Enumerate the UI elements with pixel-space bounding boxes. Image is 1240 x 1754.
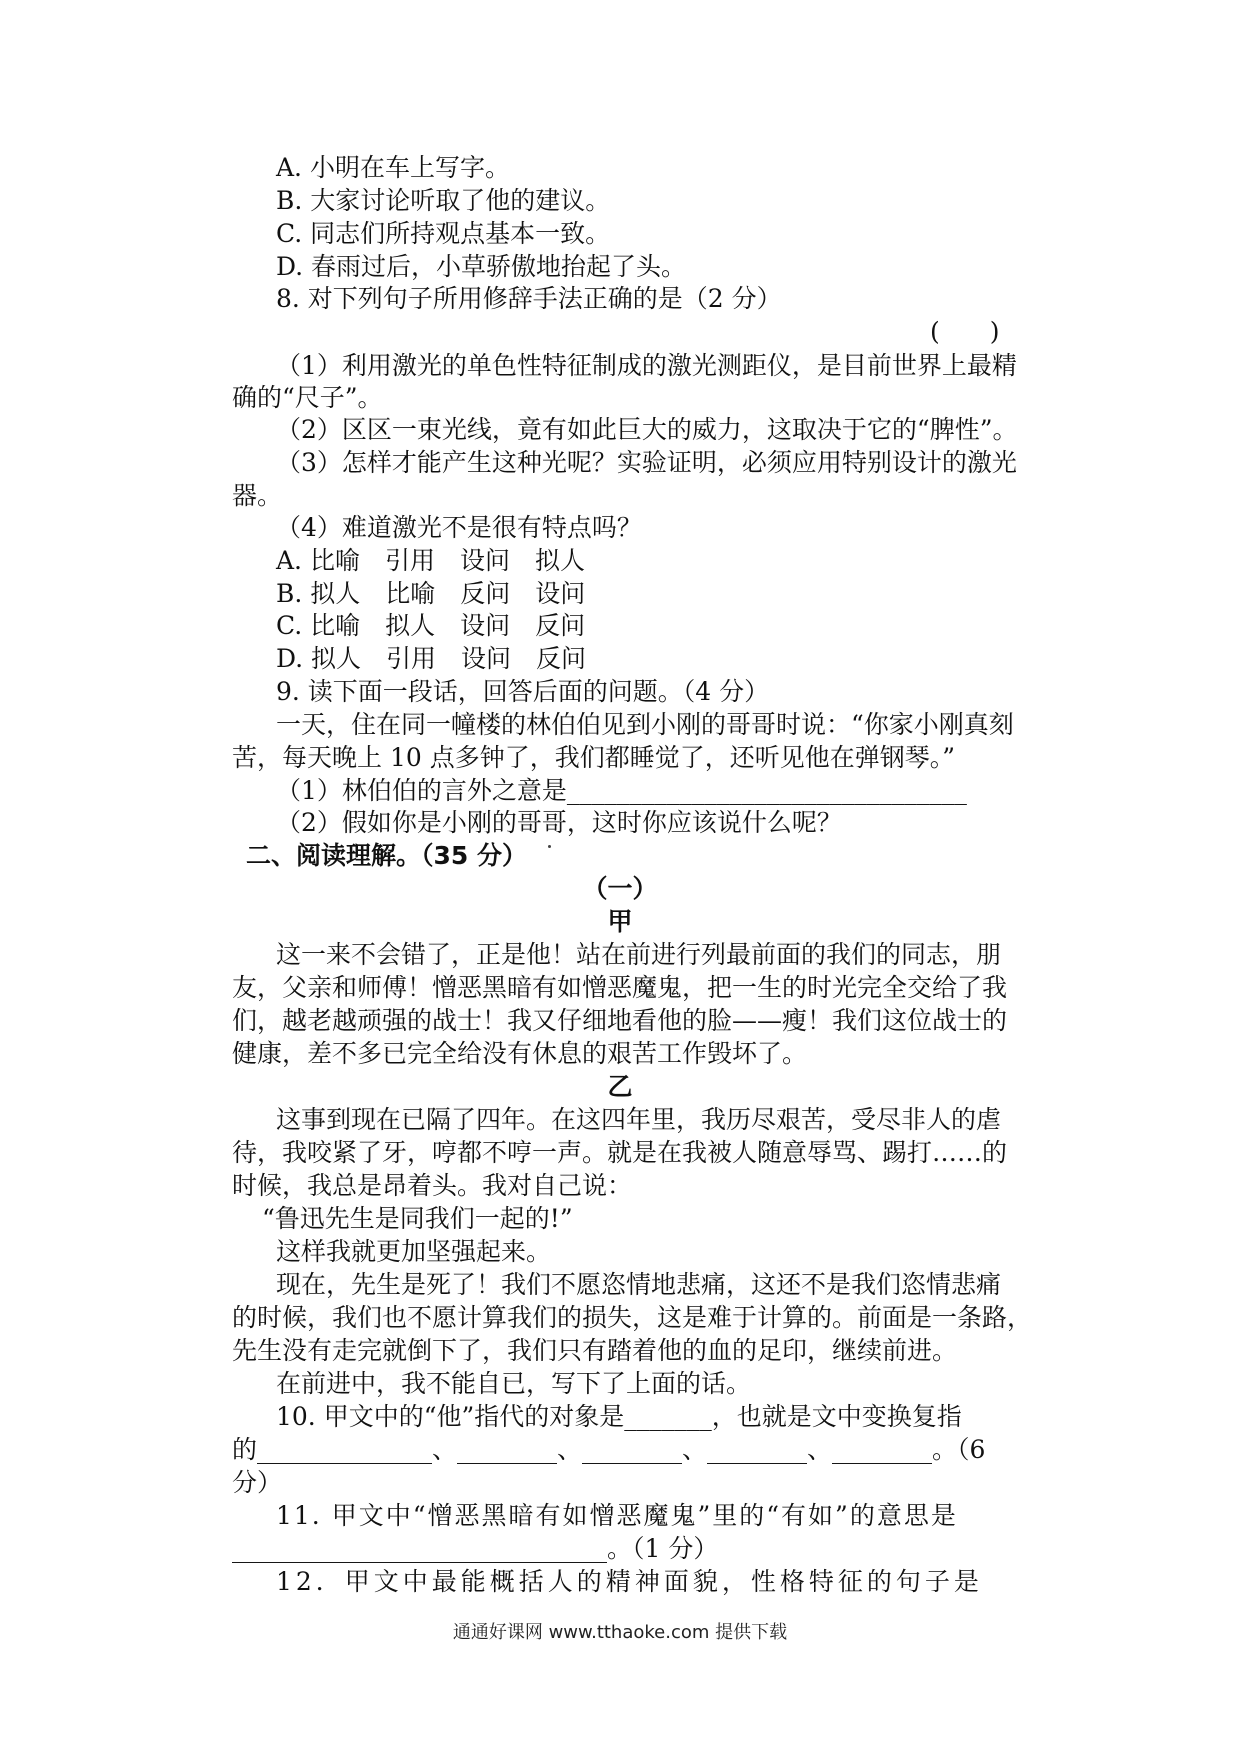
q8-sentence-1b: 确的“尺子”。 <box>232 383 383 412</box>
q11-line-2: ______________________________。（1 分） <box>232 1534 719 1563</box>
q8-option-d: D. 拟人 引用 设问 反问 <box>276 644 587 673</box>
q8-sentence-4: （4）难道激光不是很有特点吗？ <box>276 513 642 542</box>
passage-jia-title: 甲 <box>607 907 633 936</box>
q12-line-1: 12．甲文中最能概括人的精神面貌，性格特征的句子是 <box>276 1567 983 1596</box>
q8-answer-paren: ( ) <box>930 317 1000 346</box>
passage-yi-title: 乙 <box>607 1072 633 1101</box>
q8-sentence-1a: （1）利用激光的单色性特征制成的激光测距仪，是目前世界上最精 <box>276 351 1017 380</box>
passage-yi-line: 这样我就更加坚强起来。 <box>276 1237 552 1266</box>
q9-question-1: （1）林伯伯的言外之意是________________________________ <box>276 776 967 805</box>
q10-line-2: 的______________、________、________、________、________。（6 <box>232 1435 986 1464</box>
q9-passage-line-1: 一天，住在同一幢楼的林伯伯见到小刚的哥哥时说：“你家小刚真刻 <box>276 710 1014 739</box>
q8-sentence-3b: 器。 <box>232 481 283 510</box>
reading-part-1-title: （一） <box>582 874 658 903</box>
q8-stem: 8. 对下列句子所用修辞手法正确的是（2 分） <box>276 284 782 313</box>
q8-sentence-2: （2）区区一束光线，竟有如此巨大的威力，这取决于它的“脾性”。 <box>276 415 1018 444</box>
q8-option-a: A. 比喻 引用 设问 拟人 <box>276 546 585 575</box>
q7-option-b: B. 大家讨论听取了他的建议。 <box>276 186 611 215</box>
q10-line-3: 分） <box>232 1468 283 1497</box>
q8-option-b: B. 拟人 比喻 反问 设问 <box>276 579 586 608</box>
passage-yi-line: “鲁迅先生是同我们一起的!” <box>262 1204 573 1233</box>
passage-jia-line: 这一来不会错了，正是他！站在前进行列最前面的我们的同志，朋 <box>276 940 1002 969</box>
passage-jia-line: 健康，差不多已完全给没有休息的艰苦工作毁坏了。 <box>232 1039 808 1068</box>
q7-option-a: A. 小明在车上写字。 <box>276 153 510 182</box>
q11-line-1: 11. 甲文中“憎恶黑暗有如憎恶魔鬼”里的“有如”的意思是 <box>276 1501 958 1530</box>
passage-yi-line: 时候，我总是昂着头。我对自己说： <box>232 1171 633 1200</box>
q8-sentence-3a: （3）怎样才能产生这种光呢？实验证明，必须应用特别设计的激光 <box>276 448 1017 477</box>
q9-stem: 9. 读下面一段话，回答后面的问题。（4 分） <box>276 677 770 706</box>
passage-yi-line: 这事到现在已隔了四年。在这四年里，我历尽艰苦，受尽非人的虐 <box>276 1105 1002 1134</box>
passage-jia-line: 们，越老越顽强的战士！我又仔细地看他的脸——瘦！我们这位战士的 <box>232 1006 1008 1035</box>
q8-option-c: C. 比喻 拟人 设问 反问 <box>276 611 586 640</box>
stray-mark <box>548 845 551 848</box>
q9-passage-line-2: 苦，每天晚上 10 点多钟了，我们都睡觉了，还听见他在弹钢琴。” <box>232 743 955 772</box>
passage-yi-line: 的时候，我们也不愿计算我们的损失，这是难于计算的。前面是一条路， <box>232 1303 1033 1332</box>
q7-option-c: C. 同志们所持观点基本一致。 <box>276 219 611 248</box>
passage-yi-line: 在前进中，我不能自已，写下了上面的话。 <box>276 1369 752 1398</box>
section-2-heading: 二、阅读理解。（35 分） <box>246 841 527 870</box>
page-footer: 通通好课网 www.tthaoke.com 提供下载 <box>452 1622 788 1643</box>
q7-option-d: D. 春雨过后，小草骄傲地抬起了头。 <box>276 252 687 281</box>
passage-yi-line: 现在，先生是死了！我们不愿恣情地悲痛，这还不是我们恣情悲痛 <box>276 1270 1002 1299</box>
q10-line-1: 10. 甲文中的“他”指代的对象是_______，也就是文中变换复指 <box>276 1402 962 1431</box>
q9-question-2: （2）假如你是小刚的哥哥，这时你应该说什么呢？ <box>276 808 842 837</box>
passage-jia-line: 友，父亲和师傅！憎恶黑暗有如憎恶魔鬼，把一生的时光完全交给了我 <box>232 973 1008 1002</box>
passage-yi-line: 待，我咬紧了牙，哼都不哼一声。就是在我被人随意辱骂、踢打……的 <box>232 1138 1008 1167</box>
passage-yi-line: 先生没有走完就倒下了，我们只有踏着他的血的足印，继续前进。 <box>232 1336 958 1365</box>
